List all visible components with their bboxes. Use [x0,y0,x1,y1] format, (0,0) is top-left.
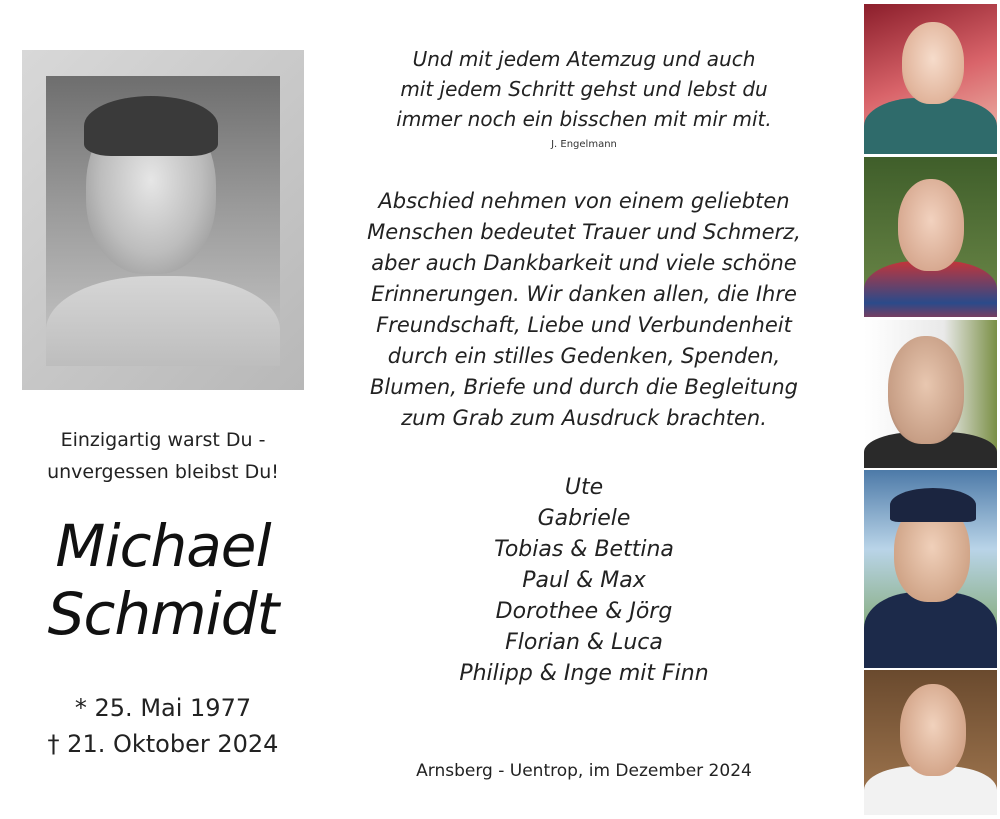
thanks-line: aber auch Dankbarkeit und viele schöne [371,251,797,275]
photo-face [902,22,964,104]
death-date: † 21. Oktober 2024 [47,730,279,758]
poem-line: Und mit jedem Atemzug und auch [412,47,756,71]
mourner: Gabriele [537,506,631,531]
poem [340,44,828,134]
cap-icon [890,488,976,522]
thanks-line: durch ein stilles Gedenken, Spenden, [387,344,781,368]
mourner: Florian & Luca [505,630,663,655]
photo-face [900,684,966,776]
mourner: Paul & Max [522,568,646,593]
thanks-line: Abschied nehmen von einem geliebten [378,189,790,213]
photo-child [864,157,997,317]
place-date: Arnsberg - Uentrop, im Dezember 2024 [416,761,752,781]
portrait-shoulders [46,276,280,366]
photo-body [864,98,997,154]
motto-line: unvergessen bleibst Du! [47,461,279,483]
poem-line: mit jedem Schritt gehst und lebst du [400,77,768,101]
birth-date: * 25. Mai 1977 [74,694,252,722]
photo-adult-1 [864,320,997,468]
photo-adult-2 [864,670,997,815]
mourner: Ute [564,475,604,500]
motto [22,424,304,488]
thanks-line: Erinnerungen. Wir danken allen, die Ihre [371,282,797,306]
photo-young-man-cap [864,470,997,668]
mourner: Dorothee & Jörg [495,599,673,624]
mourner: Tobias & Bettina [494,537,674,562]
photo-face [898,179,964,271]
last-name: Schmidt [47,580,279,648]
portrait-hair [84,96,218,156]
deceased-name [22,512,304,648]
poem-author: J. Engelmann [551,139,617,150]
first-name: Michael [55,512,271,580]
thanks-line: zum Grab zum Ausdruck brachten. [401,406,767,430]
poem-line: immer noch ein bisschen mit mir mit. [396,107,772,131]
mourner: Philipp & Inge mit Finn [459,661,709,686]
thanks-line: Freundschaft, Liebe und Verbundenheit [376,313,792,337]
life-dates [22,690,304,762]
portrait-photo [46,76,280,366]
thanks-text [340,186,828,434]
photo-face [888,336,964,444]
photo-body [864,592,997,668]
portrait-frame [22,50,304,390]
photo-baby [864,4,997,154]
mourners-list [340,472,828,689]
motto-line: Einzigartig warst Du - [60,429,266,451]
thanks-line: Menschen bedeutet Trauer und Schmerz, [367,220,801,244]
thanks-line: Blumen, Briefe und durch die Begleitung [370,375,798,399]
